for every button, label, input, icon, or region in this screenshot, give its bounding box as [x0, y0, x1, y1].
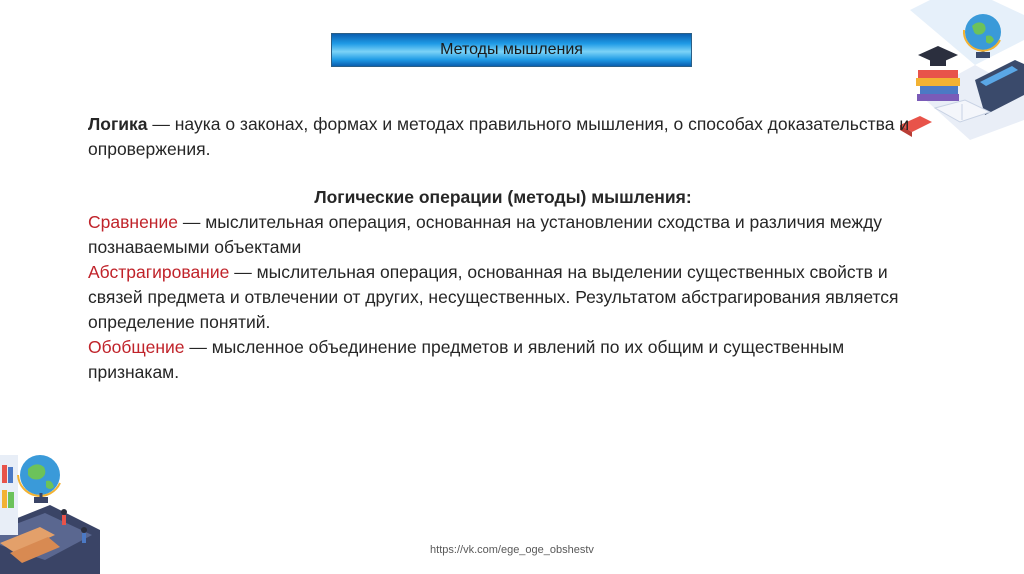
page-title-bar: [331, 33, 692, 67]
operation-abstraction: [88, 260, 918, 335]
operation-term: Обобщение: [88, 337, 185, 357]
operation-term: Абстрагирование: [88, 262, 230, 282]
operation-text: — мысленное объединение предметов и явлений по их общим и существенным признакам.: [88, 337, 845, 382]
operation-text: — мыслительная операция, основанная на выделении существенных свойств и связей предмета и отвлечении от других, несущественных. Результатом абстрагирования является определение понятий.: [88, 262, 899, 332]
slide-content: [88, 112, 918, 385]
operation-generalization: [88, 335, 918, 385]
definition-paragraph: [88, 112, 918, 162]
definition-text: — наука о законах, формах и методах правильного мышления, о способах доказательства и опровержения.: [88, 114, 910, 159]
page-title: Методы мышления: [440, 41, 583, 58]
operation-term: Сравнение: [88, 212, 178, 232]
definition-term: Логика: [88, 114, 148, 134]
operation-text: — мыслительная операция, основанная на установлении сходства и различия между познаваемыми объектами: [88, 212, 883, 257]
operations-heading: Логические операции (методы) мышления:: [314, 187, 692, 207]
operation-comparison: [88, 210, 918, 260]
footer-link[interactable]: https://vk.com/ege_oge_obshestv: [430, 544, 594, 556]
